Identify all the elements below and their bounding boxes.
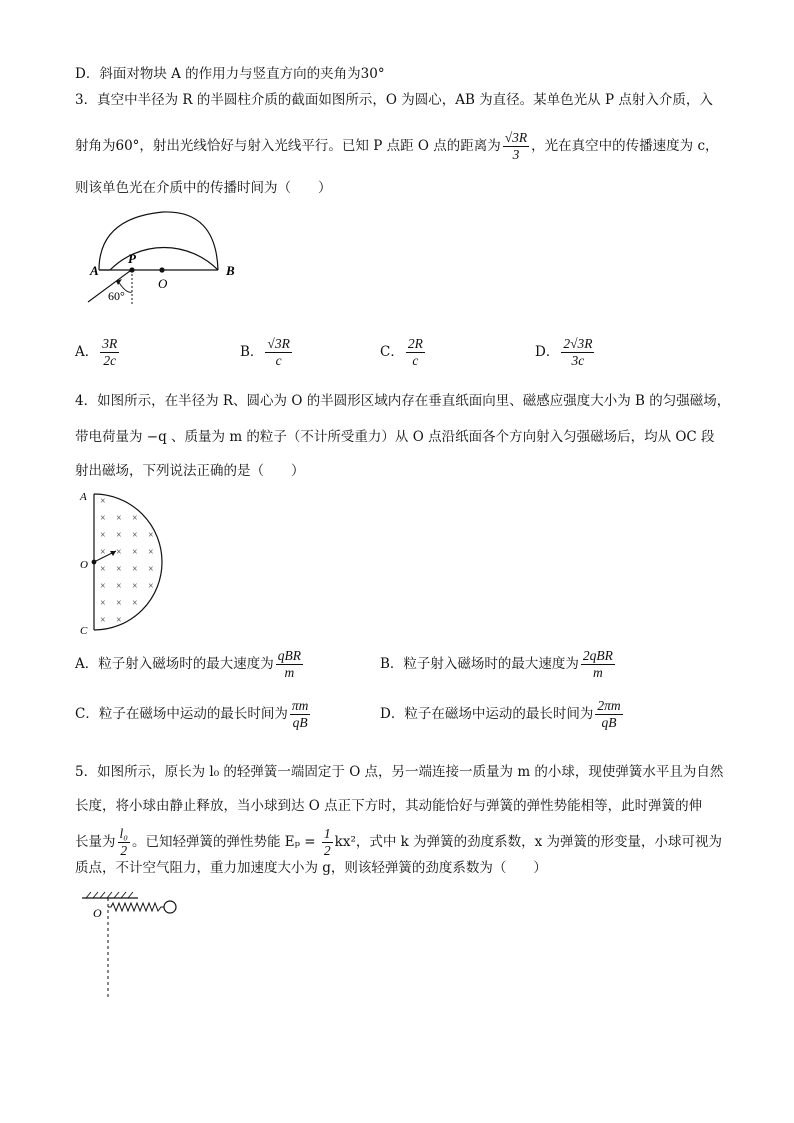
q3-option-b[interactable] xyxy=(240,336,294,369)
q4-label-a: A xyxy=(80,491,87,503)
q4-text-line3: 射出磁场，下列说法正确的是（ ） xyxy=(75,463,305,479)
q3-option-c-letter: C． xyxy=(380,344,404,360)
q3-option-d[interactable] xyxy=(535,336,596,369)
q4-option-a-letter: A． xyxy=(75,656,99,672)
q4-field-cross-icon: × xyxy=(132,547,138,558)
q4-field-cross-icon: × xyxy=(116,530,122,541)
q4-option-d-num: 2πm xyxy=(597,698,621,713)
q3-option-d-letter: D． xyxy=(535,344,560,360)
q4-field-cross-icon: × xyxy=(132,598,138,609)
q3-text-line1: 3．真空中半径为 R 的半圆柱介质的截面如图所示，O 为圆心，AB 为直径。某单色光从 P 点射入介质，入 xyxy=(75,92,713,108)
q3-label-a: A xyxy=(90,263,99,278)
q3-distance-num: √3R xyxy=(504,130,528,145)
q4-label-o: O xyxy=(80,559,88,571)
q3-point-o xyxy=(159,267,164,272)
q4-field-cross-icon: × xyxy=(100,530,106,541)
q4-option-b-letter: B． xyxy=(380,656,404,672)
q3-semicircle-figure xyxy=(66,208,256,318)
q3-option-c[interactable] xyxy=(380,336,427,369)
q5-half-fraction xyxy=(322,826,333,859)
q5-ball xyxy=(164,901,176,913)
q5-text-line4: 质点，不计空气阻力，重力加速度大小为 g，则该轻弹簧的劲度系数为（ ） xyxy=(75,860,547,876)
q3-angle-label: 60° xyxy=(108,289,125,303)
q3-option-a-num: 3R xyxy=(102,336,118,351)
q4-option-c-text: 粒子在磁场中运动的最长时间为 xyxy=(98,706,288,722)
q4-option-a[interactable] xyxy=(75,648,305,681)
q5-ceiling-hatch xyxy=(86,892,133,898)
q5-spring-figure xyxy=(80,890,190,1002)
q4-option-a-text: 粒子射入磁场时的最大速度为 xyxy=(98,656,274,672)
q4-field-cross-icon: × xyxy=(100,547,106,558)
q3-option-c-den: c xyxy=(412,353,419,368)
q4-field-cross-icon: × xyxy=(132,530,138,541)
q4-field-cross-icon: × xyxy=(116,513,122,524)
q3-distance-den: 3 xyxy=(512,147,520,162)
q4-option-c-num: πm xyxy=(291,698,309,713)
q3-label-p: P xyxy=(128,251,136,266)
q4-field-cross-icon: × xyxy=(116,615,122,626)
q4-option-b-num: 2qBR xyxy=(582,648,613,663)
q5-half-den: 2 xyxy=(323,843,331,858)
q4-option-d[interactable] xyxy=(380,698,625,731)
q4-field-cross-icon: × xyxy=(100,564,106,575)
q4-field-cross-icon: × xyxy=(148,547,154,558)
q4-field-cross-icon: × xyxy=(100,496,106,507)
q5-text-line1: 5．如图所示，原长为 l₀ 的轻弹簧一端固定于 O 点，另一端连接一质量为 m 的小球，现使弹簧水平且为自然 xyxy=(75,764,724,780)
q3-label-b: B xyxy=(226,263,235,278)
q4-field-cross-icon: × xyxy=(116,564,122,575)
q4-field-cross-icon: × xyxy=(132,513,138,524)
q4-field-cross-icon: × xyxy=(116,598,122,609)
q2-option-d: D．斜面对物块 A 的作用力与竖直方向的夹角为30° xyxy=(75,66,385,82)
q3-option-d-den: 3c xyxy=(571,353,585,368)
q4-field-cross-icon: × xyxy=(116,547,122,558)
q3-distance-fraction xyxy=(503,130,529,163)
q4-field-cross-icon: × xyxy=(132,581,138,592)
q4-option-c-den: qB xyxy=(292,715,308,730)
q4-option-a-num: qBR xyxy=(277,648,301,663)
q4-field-cross-icon: × xyxy=(148,530,154,541)
q5-text-line3 xyxy=(75,826,722,859)
q4-option-d-den: qB xyxy=(601,715,617,730)
q4-option-b-text: 粒子射入磁场时的最大速度为 xyxy=(403,656,579,672)
q5-text-line2: 长度，将小球由静止释放，当小球到达 O 点正下方时，其动能恰好与弹簧的弹性势能相等，此时弹簧的伸 xyxy=(75,798,703,814)
q5-extension-den: 2 xyxy=(120,843,128,858)
q5-half-num: 1 xyxy=(323,826,331,841)
q4-magnetic-field-figure xyxy=(78,488,188,636)
q3-line2-end: ，光在真空中的传播速度为 c， xyxy=(531,138,719,154)
q3-line2-start: 射角为60°，射出光线恰好与射入光线平行。已知 P 点距 O 点的距离为 xyxy=(75,138,501,154)
q4-field-cross-icon: × xyxy=(132,564,138,575)
q5-label-o: O xyxy=(93,906,102,920)
q4-option-b-den: m xyxy=(593,665,603,680)
q4-option-d-letter: D． xyxy=(380,706,405,722)
q4-option-c[interactable] xyxy=(75,698,312,731)
q4-text-line2: 带电荷量为 −q 、质量为 m 的粒子（不计所受重力）从 O 点沿纸面各个方向射入匀强磁场后，均从 OC 段 xyxy=(75,429,715,445)
q3-arc xyxy=(110,247,218,270)
q4-field-cross-icon: × xyxy=(148,581,154,592)
q3-option-a-letter: A． xyxy=(75,344,99,360)
q3-option-b-den: c xyxy=(275,353,282,368)
q3-semicircle-outline xyxy=(99,212,218,270)
q5-extension-num: l₀ xyxy=(119,826,128,841)
q4-option-a-den: m xyxy=(284,665,295,680)
q4-field-cross-icon: × xyxy=(116,581,122,592)
q4-label-c: C xyxy=(80,625,88,636)
q3-text-line2 xyxy=(75,130,719,163)
q5-spring xyxy=(108,903,164,911)
q3-option-a[interactable] xyxy=(75,336,121,369)
q3-option-b-num: √3R xyxy=(267,336,290,351)
q4-field-cross-icon: × xyxy=(100,615,106,626)
q5-line3-mid: 。已知轻弹簧的弹性势能 Eₚ = xyxy=(131,834,320,850)
q5-line3-end: kx²，式中 k 为弹簧的劲度系数，x 为弹簧的形变量，小球可视为 xyxy=(334,834,723,850)
q4-field-cross-icon: × xyxy=(100,513,106,524)
q3-option-d-num: 2√3R xyxy=(563,336,593,351)
q3-option-a-den: 2c xyxy=(103,353,117,368)
q4-field-cross-icon: × xyxy=(148,564,154,575)
q4-option-b[interactable] xyxy=(380,648,617,681)
q4-option-d-text: 粒子在磁场中运动的最长时间为 xyxy=(404,706,594,722)
q4-field-cross-icon: × xyxy=(100,598,106,609)
q3-label-o: O xyxy=(158,276,168,291)
q3-option-b-letter: B． xyxy=(240,344,264,360)
q4-option-c-letter: C． xyxy=(75,706,99,722)
q5-line3-start: 长量为 xyxy=(75,834,116,850)
q4-field-cross-icon: × xyxy=(100,581,106,592)
q3-option-c-num: 2R xyxy=(407,336,423,351)
q3-text-line3: 则该单色光在介质中的传播时间为（ ） xyxy=(75,180,332,196)
q5-extension-fraction xyxy=(118,826,130,859)
q4-text-line1: 4．如图所示，在半径为 R、圆心为 O 的半圆形区域内存在垂直纸面向里、磁感应强度大小为 B 的匀强磁场， xyxy=(75,393,731,409)
